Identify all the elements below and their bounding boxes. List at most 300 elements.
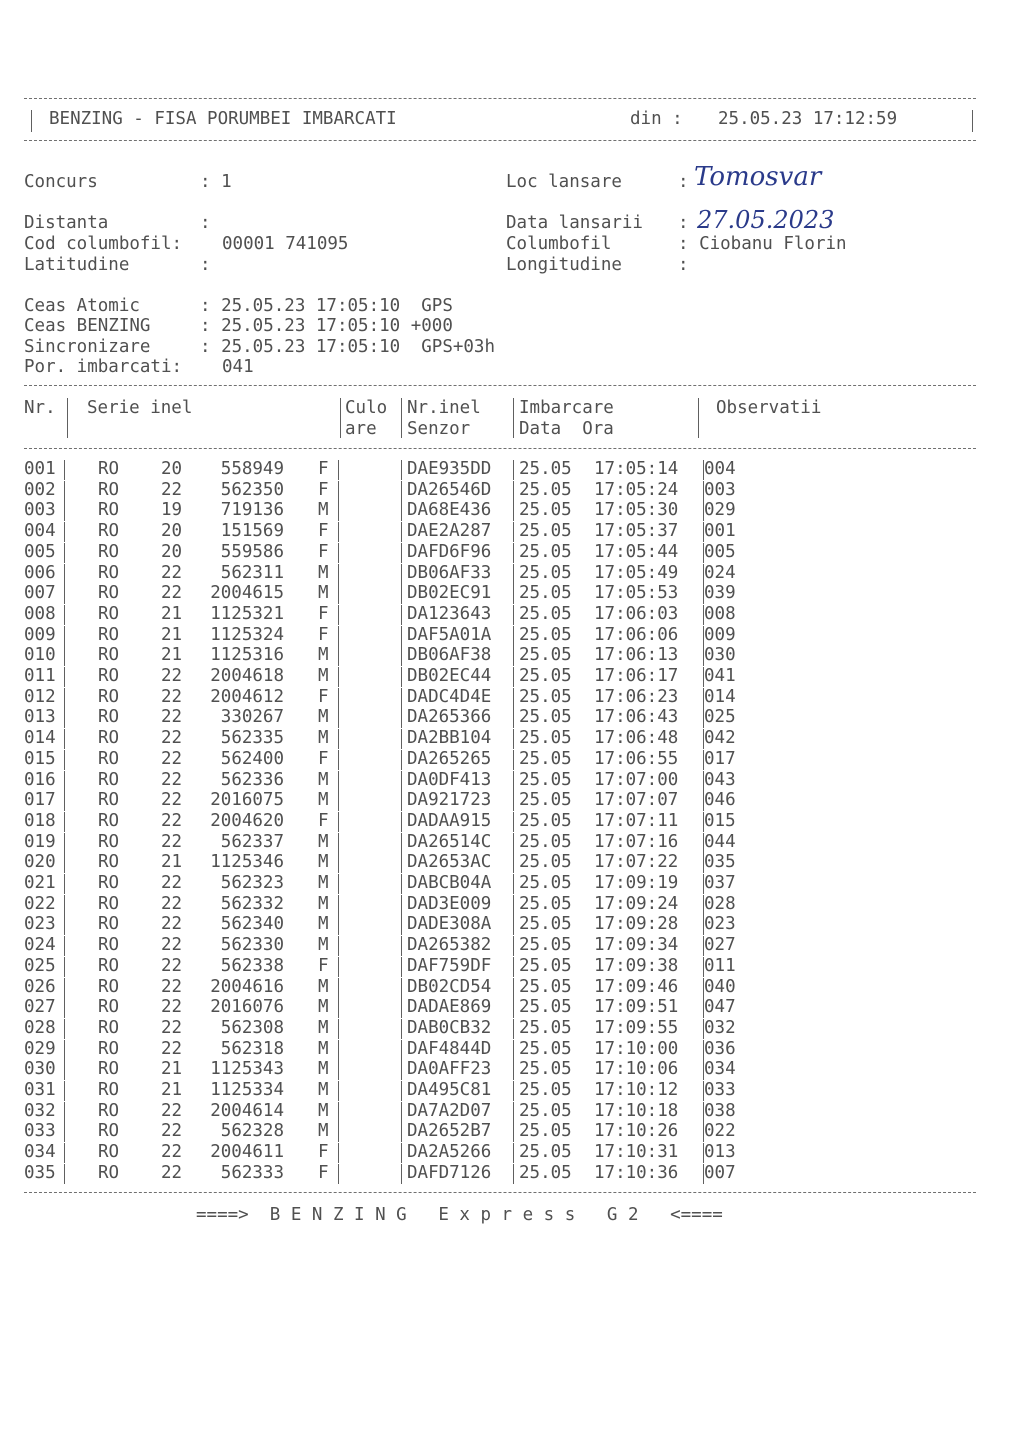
- col-sep-4: [513, 398, 514, 438]
- row-nr: 024: [24, 935, 56, 956]
- row-country: RO: [98, 1142, 120, 1163]
- row-sep-4: [513, 936, 514, 956]
- col-sep-2: [340, 398, 341, 438]
- row-date: 25.05: [519, 1100, 572, 1121]
- row-sep-4: [513, 501, 514, 521]
- table-row: [0, 666, 1024, 687]
- row-country: RO: [98, 583, 120, 604]
- data-lansarii-colon: :: [678, 213, 689, 233]
- row-country: RO: [98, 852, 120, 873]
- row-sep-2: [338, 688, 339, 708]
- row-sep-2: [338, 522, 339, 542]
- row-sep-4: [513, 998, 514, 1018]
- row-nr: 010: [24, 645, 56, 666]
- row-time: 17:05:53: [594, 583, 679, 604]
- row-sep-4: [513, 543, 514, 563]
- row-sep-2: [338, 1102, 339, 1122]
- row-sep-1: [64, 978, 65, 998]
- row-sep-3: [401, 626, 402, 646]
- row-sex: M: [318, 997, 329, 1018]
- row-date: 25.05: [519, 666, 572, 686]
- table-row: [0, 935, 1024, 956]
- row-ring-number: 562333: [220, 1162, 284, 1183]
- row-sensor: DA2653AC: [407, 852, 492, 873]
- row-nr: 029: [24, 1038, 56, 1059]
- row-sep-5: [703, 750, 704, 770]
- row-sep-2: [338, 1081, 339, 1101]
- row-sex: M: [318, 1080, 329, 1100]
- row-sep-3: [401, 688, 402, 708]
- row-sensor: DADE308A: [407, 914, 492, 935]
- row-country: RO: [98, 914, 120, 935]
- row-country: RO: [98, 1121, 120, 1142]
- row-sep-2: [338, 750, 339, 770]
- table-row: [0, 563, 1024, 584]
- row-year: 22: [161, 893, 183, 914]
- row-sep-1: [64, 833, 65, 853]
- row-sep-3: [401, 1081, 402, 1101]
- longitudine-label: Longitudine: [506, 255, 622, 275]
- row-sep-1: [64, 1081, 65, 1101]
- row-country: RO: [98, 541, 120, 562]
- row-sensor: DA265366: [407, 707, 492, 728]
- row-observatii: 027: [704, 935, 736, 956]
- row-sep-3: [401, 936, 402, 956]
- row-date: 25.05: [519, 521, 572, 542]
- table-row: [0, 625, 1024, 646]
- row-nr: 022: [24, 893, 56, 914]
- row-nr: 026: [24, 976, 56, 997]
- row-time: 17:06:06: [594, 624, 679, 645]
- row-sep-2: [338, 936, 339, 956]
- row-sex: M: [318, 769, 329, 790]
- row-sep-5: [703, 936, 704, 956]
- row-date: 25.05: [519, 1017, 572, 1038]
- row-country: RO: [98, 1100, 120, 1121]
- row-sep-4: [513, 708, 514, 728]
- loc-lansare-colon: :: [678, 172, 689, 192]
- row-time: 17:10:26: [594, 1121, 679, 1142]
- row-nr: 020: [24, 852, 56, 873]
- row-date: 25.05: [519, 976, 572, 997]
- row-sex: F: [318, 521, 329, 542]
- row-nr: 033: [24, 1121, 56, 1142]
- table-row: [0, 790, 1024, 811]
- row-sex: M: [318, 1100, 329, 1121]
- row-nr: 015: [24, 748, 56, 769]
- row-observatii: 013: [704, 1142, 736, 1163]
- row-sensor: DADAE869: [407, 997, 492, 1018]
- table-row: [0, 521, 1024, 542]
- row-observatii: 035: [704, 852, 736, 873]
- row-sep-5: [703, 874, 704, 894]
- row-time: 17:06:48: [594, 728, 679, 749]
- row-sensor: DA265382: [407, 935, 492, 956]
- row-country: RO: [98, 1059, 120, 1080]
- row-sex: F: [318, 459, 329, 479]
- row-observatii: 014: [704, 686, 736, 707]
- row-sensor: DA26546D: [407, 479, 492, 500]
- row-year: 22: [161, 728, 183, 749]
- row-sep-1: [64, 729, 65, 749]
- row-ring-number: 562328: [220, 1121, 284, 1142]
- row-year: 22: [161, 831, 183, 852]
- col-senzor: Senzor: [407, 419, 471, 439]
- row-sensor: DAE935DD: [407, 459, 492, 479]
- row-time: 17:10:12: [594, 1080, 679, 1100]
- row-nr: 021: [24, 873, 56, 893]
- row-sep-2: [338, 543, 339, 563]
- row-observatii: 037: [704, 873, 736, 893]
- row-sensor: DA123643: [407, 603, 492, 624]
- row-sep-5: [703, 1060, 704, 1080]
- row-year: 22: [161, 666, 183, 686]
- row-sex: F: [318, 955, 329, 976]
- row-sep-3: [401, 1019, 402, 1039]
- row-sex: M: [318, 645, 329, 666]
- row-observatii: 003: [704, 479, 736, 500]
- table-row: [0, 1163, 1024, 1184]
- ceas-atomic-value: : 25.05.23 17:05:10 GPS: [200, 296, 453, 316]
- row-ring-number: 151569: [220, 521, 284, 542]
- row-time: 17:05:24: [594, 479, 679, 500]
- row-sensor: DADC4D4E: [407, 686, 492, 707]
- row-date: 25.05: [519, 1121, 572, 1142]
- row-year: 22: [161, 748, 183, 769]
- row-sex: M: [318, 1038, 329, 1059]
- row-sep-1: [64, 1040, 65, 1060]
- row-sep-4: [513, 522, 514, 542]
- row-sep-1: [64, 667, 65, 687]
- row-sex: M: [318, 707, 329, 728]
- row-sep-1: [64, 812, 65, 832]
- porumbei-imbarcati-label: Por. imbarcati:: [24, 357, 183, 377]
- row-year: 21: [161, 1059, 183, 1080]
- col-sep-1: [67, 398, 68, 438]
- row-time: 17:09:19: [594, 873, 679, 893]
- table-row: [0, 500, 1024, 521]
- table-row: [0, 707, 1024, 728]
- distanta-value: :: [200, 213, 211, 233]
- row-sep-4: [513, 1143, 514, 1163]
- row-date: 25.05: [519, 1162, 572, 1183]
- row-sep-1: [64, 481, 65, 501]
- row-nr: 035: [24, 1162, 56, 1183]
- row-sep-3: [401, 1060, 402, 1080]
- row-sep-5: [703, 978, 704, 998]
- row-observatii: 017: [704, 748, 736, 769]
- row-time: 17:06:23: [594, 686, 679, 707]
- row-date: 25.05: [519, 914, 572, 935]
- table-row: [0, 583, 1024, 604]
- row-date: 25.05: [519, 541, 572, 562]
- row-date: 25.05: [519, 583, 572, 604]
- row-sep-2: [338, 998, 339, 1018]
- row-sep-2: [338, 895, 339, 915]
- row-sep-3: [401, 771, 402, 791]
- row-sep-5: [703, 957, 704, 977]
- table-row: [0, 894, 1024, 915]
- sincronizare-value: : 25.05.23 17:05:10 GPS+03h: [200, 337, 496, 357]
- table-row: [0, 687, 1024, 708]
- row-observatii: 001: [704, 521, 736, 542]
- row-sep-5: [703, 605, 704, 625]
- row-sep-5: [703, 543, 704, 563]
- row-nr: 025: [24, 955, 56, 976]
- row-sex: M: [318, 893, 329, 914]
- row-country: RO: [98, 790, 120, 811]
- row-observatii: 038: [704, 1100, 736, 1121]
- row-observatii: 036: [704, 1038, 736, 1059]
- table-row: [0, 1121, 1024, 1142]
- row-country: RO: [98, 686, 120, 707]
- row-date: 25.05: [519, 603, 572, 624]
- row-date: 25.05: [519, 479, 572, 500]
- row-sex: F: [318, 1162, 329, 1183]
- row-sep-5: [703, 626, 704, 646]
- row-sep-5: [703, 1143, 704, 1163]
- row-sep-1: [64, 895, 65, 915]
- row-nr: 031: [24, 1080, 56, 1100]
- row-sex: M: [318, 852, 329, 873]
- row-date: 25.05: [519, 873, 572, 893]
- row-time: 17:10:18: [594, 1100, 679, 1121]
- row-time: 17:07:07: [594, 790, 679, 811]
- row-sep-5: [703, 584, 704, 604]
- row-observatii: 005: [704, 541, 736, 562]
- row-sep-4: [513, 978, 514, 998]
- header-right-bar: [972, 110, 973, 132]
- row-sep-4: [513, 1081, 514, 1101]
- row-year: 22: [161, 769, 183, 790]
- row-date: 25.05: [519, 955, 572, 976]
- row-date: 25.05: [519, 1038, 572, 1059]
- row-time: 17:06:43: [594, 707, 679, 728]
- row-country: RO: [98, 624, 120, 645]
- row-ring-number: 562338: [220, 955, 284, 976]
- row-sensor: DAF759DF: [407, 955, 492, 976]
- row-ring-number: 562311: [220, 562, 284, 583]
- row-sep-5: [703, 1164, 704, 1184]
- row-country: RO: [98, 521, 120, 542]
- row-sex: M: [318, 728, 329, 749]
- columbofil-value: : Ciobanu Florin: [678, 234, 847, 254]
- row-sep-3: [401, 584, 402, 604]
- row-sep-1: [64, 1143, 65, 1163]
- row-sep-2: [338, 853, 339, 873]
- footer-banner: ====> B E N Z I N G E x p r e s s G 2 <====: [196, 1205, 723, 1225]
- row-date: 25.05: [519, 1059, 572, 1080]
- row-sep-1: [64, 646, 65, 666]
- row-sep-3: [401, 1102, 402, 1122]
- row-sensor: DB02EC91: [407, 583, 492, 604]
- row-observatii: 008: [704, 603, 736, 624]
- row-year: 22: [161, 1038, 183, 1059]
- row-sep-3: [401, 708, 402, 728]
- row-sep-1: [64, 791, 65, 811]
- row-sep-4: [513, 564, 514, 584]
- row-sex: M: [318, 562, 329, 583]
- table-row: [0, 1080, 1024, 1101]
- row-time: 17:07:22: [594, 852, 679, 873]
- row-sep-2: [338, 646, 339, 666]
- row-sep-2: [338, 1040, 339, 1060]
- row-observatii: 015: [704, 810, 736, 831]
- row-observatii: 047: [704, 997, 736, 1018]
- row-sep-1: [64, 853, 65, 873]
- row-sep-4: [513, 812, 514, 832]
- row-sex: M: [318, 935, 329, 956]
- row-year: 22: [161, 873, 183, 893]
- row-sensor: DAF5A01A: [407, 624, 492, 645]
- row-ring-number: 2016075: [210, 790, 284, 811]
- table-row: [0, 1018, 1024, 1039]
- row-year: 22: [161, 976, 183, 997]
- row-country: RO: [98, 707, 120, 728]
- row-time: 17:09:46: [594, 976, 679, 997]
- row-sep-2: [338, 708, 339, 728]
- row-sensor: DA0AFF23: [407, 1059, 492, 1080]
- table-row: [0, 852, 1024, 873]
- row-observatii: 033: [704, 1080, 736, 1100]
- cod-columbofil-value: 00001 741095: [222, 234, 349, 254]
- row-sep-5: [703, 646, 704, 666]
- row-ring-number: 719136: [220, 500, 284, 521]
- row-sep-5: [703, 1040, 704, 1060]
- row-time: 17:09:34: [594, 935, 679, 956]
- row-nr: 017: [24, 790, 56, 811]
- row-sep-2: [338, 626, 339, 646]
- table-row: [0, 1039, 1024, 1060]
- row-sep-2: [338, 874, 339, 894]
- row-sep-2: [338, 501, 339, 521]
- loc-lansare-handwritten: Tomosvar: [694, 162, 822, 192]
- row-time: 17:06:03: [594, 603, 679, 624]
- row-date: 25.05: [519, 997, 572, 1018]
- row-sep-3: [401, 915, 402, 935]
- row-nr: 030: [24, 1059, 56, 1080]
- row-nr: 023: [24, 914, 56, 935]
- row-sep-2: [338, 667, 339, 687]
- row-sep-5: [703, 853, 704, 873]
- row-sex: M: [318, 666, 329, 686]
- row-ring-number: 562340: [220, 914, 284, 935]
- row-date: 25.05: [519, 790, 572, 811]
- table-row: [0, 542, 1024, 563]
- row-ring-number: 562318: [220, 1038, 284, 1059]
- row-ring-number: 562337: [220, 831, 284, 852]
- row-date: 25.05: [519, 728, 572, 749]
- row-sep-3: [401, 1164, 402, 1184]
- row-year: 21: [161, 1080, 183, 1100]
- row-observatii: 042: [704, 728, 736, 749]
- row-observatii: 024: [704, 562, 736, 583]
- row-nr: 027: [24, 997, 56, 1018]
- row-sep-5: [703, 833, 704, 853]
- row-sep-5: [703, 708, 704, 728]
- table-row: [0, 997, 1024, 1018]
- row-ring-number: 562330: [220, 935, 284, 956]
- row-date: 25.05: [519, 1142, 572, 1163]
- row-sep-2: [338, 833, 339, 853]
- row-country: RO: [98, 1162, 120, 1183]
- row-observatii: 007: [704, 1162, 736, 1183]
- row-sep-5: [703, 771, 704, 791]
- row-country: RO: [98, 1017, 120, 1038]
- row-sep-5: [703, 915, 704, 935]
- row-country: RO: [98, 976, 120, 997]
- row-ring-number: 1125324: [210, 624, 284, 645]
- row-sep-1: [64, 874, 65, 894]
- row-sep-1: [64, 1122, 65, 1142]
- row-ring-number: 562350: [220, 479, 284, 500]
- row-date: 25.05: [519, 624, 572, 645]
- print-date: 25.05.23 17:12:59: [718, 109, 898, 129]
- row-sensor: DA2A5266: [407, 1142, 492, 1163]
- col-serie-inel: Serie inel: [87, 398, 193, 418]
- row-nr: 018: [24, 810, 56, 831]
- table-row: [0, 480, 1024, 501]
- row-sensor: DAD3E009: [407, 893, 492, 914]
- ceas-benzing-label: Ceas BENZING: [24, 316, 151, 336]
- col-imbarcare: Imbarcare: [519, 398, 614, 418]
- row-nr: 014: [24, 728, 56, 749]
- row-sensor: DB02EC44: [407, 666, 492, 686]
- row-time: 17:09:55: [594, 1017, 679, 1038]
- row-sep-2: [338, 771, 339, 791]
- row-country: RO: [98, 955, 120, 976]
- row-sep-4: [513, 584, 514, 604]
- row-sep-1: [64, 1164, 65, 1184]
- row-sep-3: [401, 791, 402, 811]
- row-time: 17:07:00: [594, 769, 679, 790]
- data-lansarii-handwritten: 27.05.2023: [697, 206, 835, 234]
- row-ring-number: 2004615: [210, 583, 284, 604]
- row-year: 22: [161, 707, 183, 728]
- row-nr: 003: [24, 500, 56, 521]
- row-sex: F: [318, 624, 329, 645]
- row-nr: 034: [24, 1142, 56, 1163]
- table-row: [0, 956, 1024, 977]
- row-sex: F: [318, 686, 329, 707]
- row-nr: 008: [24, 603, 56, 624]
- table-row: [0, 914, 1024, 935]
- row-ring-number: 2004616: [210, 976, 284, 997]
- row-ring-number: 2004612: [210, 686, 284, 707]
- row-sep-5: [703, 791, 704, 811]
- row-sep-4: [513, 1040, 514, 1060]
- row-sex: F: [318, 541, 329, 562]
- row-sensor: DABCB04A: [407, 873, 492, 893]
- row-ring-number: 562336: [220, 769, 284, 790]
- row-sep-1: [64, 750, 65, 770]
- row-date: 25.05: [519, 707, 572, 728]
- row-time: 17:06:55: [594, 748, 679, 769]
- table-row: [0, 873, 1024, 894]
- row-sep-4: [513, 626, 514, 646]
- row-sep-5: [703, 1122, 704, 1142]
- row-sep-1: [64, 626, 65, 646]
- row-time: 17:05:49: [594, 562, 679, 583]
- row-sensor: DA0DF413: [407, 769, 492, 790]
- row-year: 22: [161, 1017, 183, 1038]
- row-nr: 007: [24, 583, 56, 604]
- row-ring-number: 562335: [220, 728, 284, 749]
- row-date: 25.05: [519, 831, 572, 852]
- row-sex: M: [318, 914, 329, 935]
- row-sep-5: [703, 998, 704, 1018]
- row-sep-1: [64, 543, 65, 563]
